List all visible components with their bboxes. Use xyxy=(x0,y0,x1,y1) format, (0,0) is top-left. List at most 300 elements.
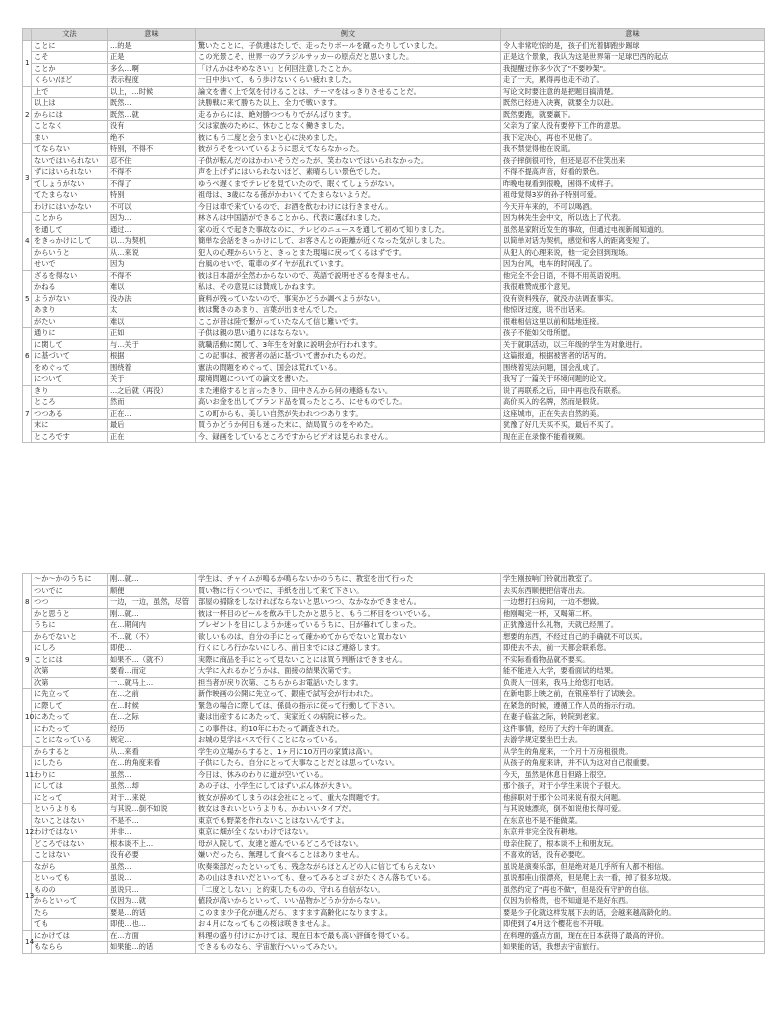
translation-cell: 关于就职活动，以三年级的学生为对象进行。 xyxy=(501,339,765,351)
translation-cell: 祖母觉得3岁的孙子特别可爱。 xyxy=(501,190,765,202)
grammar-cell: 次第 xyxy=(32,666,108,678)
group-number: 6 xyxy=(23,328,32,386)
grammar-cell: ながら xyxy=(32,861,108,873)
translation-cell: 想要的东西，不经过自己的手确就不可以买。 xyxy=(501,631,765,643)
meaning-cell: 对于…来说 xyxy=(108,792,196,804)
translation-cell: 东京并非完全没有耕地。 xyxy=(501,827,765,839)
example-cell: 嫌いだったら、無理して食べることはありません。 xyxy=(196,850,501,862)
grammar-cell: てしょうがない xyxy=(32,178,108,190)
table-row xyxy=(23,201,765,213)
meaning-cell: 虽然… xyxy=(108,861,196,873)
example-cell: 彼は日本語が全然わからないので、英語で説明せざるを得ません。 xyxy=(196,270,501,282)
translation-cell: 他完全不会日语，不得不用英语说明。 xyxy=(501,270,765,282)
table-row xyxy=(23,224,765,236)
example-cell: 今日は、休みのわりに道が空いている。 xyxy=(196,769,501,781)
translation-cell: 昨晚电视看到很晚，困得不成样子。 xyxy=(501,178,765,190)
translation-cell: 仅因为价格贵，也不知道是不是好东西。 xyxy=(501,896,765,908)
meaning-cell: 虽说… xyxy=(108,873,196,885)
table-header-row xyxy=(23,29,765,41)
group-number: 3 xyxy=(23,144,32,213)
grammar-cell: ～か～かのうちに xyxy=(32,574,108,586)
grammar-cell: てたまらない xyxy=(32,190,108,202)
grammar-cell: にわたって xyxy=(32,723,108,735)
table-row xyxy=(23,689,765,701)
meaning-cell: 虽说只… xyxy=(108,884,196,896)
meaning-cell: 正在 xyxy=(108,431,196,443)
example-cell: 妻は出産するにあたって、実家近くの病院に移った。 xyxy=(196,712,501,724)
grammar-cell: 次第 xyxy=(32,677,108,689)
grammar-cell: ても xyxy=(32,919,108,931)
table-row xyxy=(23,282,765,294)
example-cell: 東京に畑が全くないわけではない。 xyxy=(196,827,501,839)
grammar-cell: たら xyxy=(32,907,108,919)
meaning-cell: 然而 xyxy=(108,397,196,409)
table-row xyxy=(23,236,765,248)
meaning-cell: 从…来看 xyxy=(108,746,196,758)
meaning-cell: 关于 xyxy=(108,374,196,386)
column-header: 文法 xyxy=(32,29,108,41)
grammar-cell: ことに xyxy=(32,40,108,52)
meaning-cell: 表示程度 xyxy=(108,75,196,87)
table-row xyxy=(23,40,765,52)
meaning-cell: 正是 xyxy=(108,52,196,64)
table-row xyxy=(23,723,765,735)
table-row xyxy=(23,155,765,167)
meaning-cell: 以…为契机 xyxy=(108,236,196,248)
grammar-cell: に先立って xyxy=(32,689,108,701)
example-cell: できるものなら、宇宙旅行へいってみたい。 xyxy=(196,942,501,954)
example-cell: 走るからには、絶対勝つつもりでがんばります。 xyxy=(196,109,501,121)
table-row xyxy=(23,420,765,432)
example-cell: 簡単な会話をきっかけにして、お客さんとの距離が近くなった気がしました。 xyxy=(196,236,501,248)
grammar-cell: 上で xyxy=(32,86,108,98)
translation-cell: 以简单对话为契机，感觉和客人的距离变短了。 xyxy=(501,236,765,248)
table-row xyxy=(23,815,765,827)
translation-cell: 这座城市，正在失去自然的美。 xyxy=(501,408,765,420)
example-cell: 緊急の場合に際しては、係員の指示に従って行動して下さい。 xyxy=(196,700,501,712)
grammar-cell: つつ xyxy=(32,597,108,609)
translation-cell: 即使去不去，前一天都会联系您。 xyxy=(501,643,765,655)
translation-cell: 一边想打扫房间，一边不想做。 xyxy=(501,597,765,609)
table-row xyxy=(23,712,765,724)
example-cell: 値段が高いからといって、いい品物かどうか分からない。 xyxy=(196,896,501,908)
meaning-cell: 在…之前 xyxy=(108,689,196,701)
table-row xyxy=(23,63,765,75)
table-row xyxy=(23,827,765,839)
translation-cell: 从孩子的角度来讲，并不认为这对自己很重要。 xyxy=(501,758,765,770)
meaning-cell: 以上，…时候 xyxy=(108,86,196,98)
meaning-cell: 如果能…的话 xyxy=(108,942,196,954)
translation-cell: 很难相信这里以前和陆地连接。 xyxy=(501,316,765,328)
grammar-cell: からすると xyxy=(32,746,108,758)
example-cell: 「二度としない」と約束したものの、守れる自信がない。 xyxy=(196,884,501,896)
meaning-cell: 要是…的话 xyxy=(108,907,196,919)
table-row xyxy=(23,574,765,586)
grammar-cell: といっても xyxy=(32,873,108,885)
meaning-cell: 如果不…（就不） xyxy=(108,654,196,666)
meaning-cell: 围绕着 xyxy=(108,362,196,374)
table-row xyxy=(23,884,765,896)
group-number: 14 xyxy=(23,930,32,953)
table-row xyxy=(23,121,765,133)
translation-cell: 这篇报道，根据被害者的话写的。 xyxy=(501,351,765,363)
translation-cell: 虽说是演奏乐部，但是绝对是几乎所有人都不相信。 xyxy=(501,861,765,873)
table-row xyxy=(23,213,765,225)
grammar-cell: ついでに xyxy=(32,585,108,597)
translation-cell: 因为台风，电车的时间乱了。 xyxy=(501,259,765,271)
grammar-cell: にしろ xyxy=(32,643,108,655)
grammar-cell: わけにはいかない xyxy=(32,201,108,213)
meaning-cell: 不可以 xyxy=(108,201,196,213)
meaning-cell: 正如 xyxy=(108,328,196,340)
table-row xyxy=(23,769,765,781)
meaning-cell: 不得了 xyxy=(108,178,196,190)
example-cell: 彼がうそをついているように思えてならなかった。 xyxy=(196,144,501,156)
meaning-cell: 多么…啊 xyxy=(108,63,196,75)
column-header: 意味 xyxy=(108,29,196,41)
meaning-cell: 绝不 xyxy=(108,132,196,144)
translation-cell: 那个孩子，对于小学生来说个子很大。 xyxy=(501,781,765,793)
translation-cell: 负责人一回来，我马上给您打电话。 xyxy=(501,677,765,689)
table-row xyxy=(23,781,765,793)
grammar-cell: ないではいられない xyxy=(32,155,108,167)
table-row xyxy=(23,735,765,747)
example-cell: この記事は、被害者の話に基づいて書かれたものだ。 xyxy=(196,351,501,363)
table-row xyxy=(23,850,765,862)
example-cell: 資料が残っていないので、事実かどうか調べようがない。 xyxy=(196,293,501,305)
meaning-cell: 通过… xyxy=(108,224,196,236)
table-row xyxy=(23,247,765,259)
column-header: 例文 xyxy=(196,29,501,41)
meaning-cell: 一…就马上… xyxy=(108,677,196,689)
example-cell: このまま少子化が進んだら、ますます高齢化になりますよ。 xyxy=(196,907,501,919)
example-cell: 担当者が戻り次第、こちらからお電話いたします。 xyxy=(196,677,501,689)
translation-cell: 父亲为了家人没有要停下工作的意思。 xyxy=(501,121,765,133)
grammar-cell: にあたって xyxy=(32,712,108,724)
grammar-cell: に際して xyxy=(32,700,108,712)
meaning-cell: 不得不 xyxy=(108,167,196,179)
group-number: 7 xyxy=(23,385,32,443)
table-row xyxy=(23,397,765,409)
meaning-cell: 在…方面 xyxy=(108,930,196,942)
meaning-cell: 因为… xyxy=(108,213,196,225)
table-row xyxy=(23,190,765,202)
translation-cell: 去游学规定要坐巴士去。 xyxy=(501,735,765,747)
translation-cell: 写论文时要注意的是把题目搞清楚。 xyxy=(501,86,765,98)
group-number: 4 xyxy=(23,213,32,271)
grammar-cell: ものの xyxy=(32,884,108,896)
example-cell: 今日は車で来ているので、お酒を飲むわけには行きません。 xyxy=(196,201,501,213)
example-cell: 買うかどうか何日も迷った末に、結局買うのをやめた。 xyxy=(196,420,501,432)
table-row xyxy=(23,144,765,156)
grammar-cell: ずにはいられない xyxy=(32,167,108,179)
translation-cell: 正是这个景象，我认为这是世界第一足球巴西的起点 xyxy=(501,52,765,64)
grammar-cell: せいで xyxy=(32,259,108,271)
example-cell: 驚いたことに、子供達はたしで、走ったりボールを蹴ったりしていました。 xyxy=(196,40,501,52)
example-cell: あの子は、小学生にしてはずいぶん体が大きい。 xyxy=(196,781,501,793)
group-number: 1 xyxy=(23,40,32,86)
meaning-cell: 顺便 xyxy=(108,585,196,597)
meaning-cell: 既然…就 xyxy=(108,109,196,121)
example-cell: プレゼントを目にしようか迷っているうちに、日が暮れてしまった。 xyxy=(196,620,501,632)
example-cell: 祖母は、3歳になる孫がかわいくてたまらないようだ。 xyxy=(196,190,501,202)
translation-cell: 这件事情，经历了大约十年的调查。 xyxy=(501,723,765,735)
grammar-cell: こそ xyxy=(32,52,108,64)
grammar-cell: ようがない xyxy=(32,293,108,305)
table-row xyxy=(23,293,765,305)
table-row xyxy=(23,270,765,282)
translation-cell: 今天开车来的，不可以喝酒。 xyxy=(501,201,765,213)
translation-cell: 正犹豫送什么礼物，天就已经黑了。 xyxy=(501,620,765,632)
meaning-cell: 没办法 xyxy=(108,293,196,305)
example-cell: あの山はきれいだといっても、登ってみるとゴミがたくさん落ちている。 xyxy=(196,873,501,885)
translation-cell: 犹豫了好几天买不买，最后不买了。 xyxy=(501,420,765,432)
table-1 xyxy=(22,28,765,443)
grammar-table-2 xyxy=(22,573,764,954)
table-row xyxy=(23,86,765,98)
example-cell: 環境問題についての論文を書いた。 xyxy=(196,374,501,386)
table-row xyxy=(23,700,765,712)
translation-cell: 围绕着宪法问题，国会乱成了。 xyxy=(501,362,765,374)
translation-cell: 从犯人的心理来说，他一定会回到现场。 xyxy=(501,247,765,259)
table-row xyxy=(23,804,765,816)
meaning-cell: 即使… xyxy=(108,643,196,655)
grammar-cell: まい xyxy=(32,132,108,144)
translation-cell: 没有资料残存，就没办法调查事实。 xyxy=(501,293,765,305)
example-cell: 高いお金を出してブランド品を買ったところ、にせものでした。 xyxy=(196,397,501,409)
table-row xyxy=(23,585,765,597)
example-cell: 林さんは中国語ができることから、代表に選ばれました。 xyxy=(196,213,501,225)
grammar-cell: というよりも xyxy=(32,804,108,816)
table-row xyxy=(23,792,765,804)
meaning-cell: 即使…也… xyxy=(108,919,196,931)
table-row xyxy=(23,758,765,770)
grammar-cell: ことから xyxy=(32,213,108,225)
grammar-cell: かと思うと xyxy=(32,608,108,620)
translation-cell: 要是少子化就这样发展下去的话，会越来越高龄化的。 xyxy=(501,907,765,919)
translation-cell: 既然已经进入决赛，就要全力以赴。 xyxy=(501,98,765,110)
grammar-cell: がたい xyxy=(32,316,108,328)
translation-cell: 我不禁觉得他在说谎。 xyxy=(501,144,765,156)
example-cell: 論文を書く上で気を付けることは、テーマをはっきりさせることだ。 xyxy=(196,86,501,98)
example-cell: 母が入院して、友達と遊んでいるどころではない。 xyxy=(196,838,501,850)
table-row xyxy=(23,861,765,873)
meaning-cell: 没有 xyxy=(108,121,196,133)
grammar-cell: をめぐって xyxy=(32,362,108,374)
meaning-cell: 既然… xyxy=(108,98,196,110)
table-row xyxy=(23,677,765,689)
grammar-cell: ことには xyxy=(32,654,108,666)
example-cell: 彼は驚きのあまり、言葉が出ませんでした。 xyxy=(196,305,501,317)
example-cell: ここが昔は陸で繋がっていたなんて信じ難いです。 xyxy=(196,316,501,328)
table-row xyxy=(23,362,765,374)
grammar-cell: ところ xyxy=(32,397,108,409)
translation-cell: 令人非常吃惊的是，孩子们光着脚跑步踢球 xyxy=(501,40,765,52)
table-row xyxy=(23,838,765,850)
example-cell: 彼女が辞めてしまうのは会社にとって、重大な問題です。 xyxy=(196,792,501,804)
translation-cell: 我很难赞成那个意见。 xyxy=(501,282,765,294)
meaning-cell: 不是不… xyxy=(108,815,196,827)
example-cell: 家の近くで起きた事故なのに、テレビのニュースを通して初めて知りました。 xyxy=(196,224,501,236)
table-row xyxy=(23,339,765,351)
table-row xyxy=(23,374,765,386)
translation-cell: 我下定决心，再也不见他了。 xyxy=(501,132,765,144)
table-row xyxy=(23,896,765,908)
example-cell: 大学に入れるかどうかは、面接の結果次第です。 xyxy=(196,666,501,678)
table-row xyxy=(23,608,765,620)
translation-cell: 不得不提高声音，好看的景色。 xyxy=(501,167,765,179)
group-number: 8 xyxy=(23,574,32,632)
example-cell: 子供が転んだのはかわいそうだったが、笑わないではいられなかった。 xyxy=(196,155,501,167)
example-cell: 私は、その意見には賛成しかねます。 xyxy=(196,282,501,294)
table-row xyxy=(23,385,765,397)
group-number: 2 xyxy=(23,86,32,144)
grammar-cell: ことはない xyxy=(32,850,108,862)
table-row xyxy=(23,259,765,271)
example-cell: 実際に商品を手にとって見ないことには買う判断はできません。 xyxy=(196,654,501,666)
table-row xyxy=(23,98,765,110)
grammar-cell: に基づいて xyxy=(32,351,108,363)
translation-cell: 母亲住院了，根本谈不上和朋友玩。 xyxy=(501,838,765,850)
grammar-cell: について xyxy=(32,374,108,386)
table-row xyxy=(23,178,765,190)
table-2 xyxy=(22,573,765,954)
grammar-table-1 xyxy=(22,28,764,443)
meaning-cell: 在…的角度来看 xyxy=(108,758,196,770)
table-row xyxy=(23,873,765,885)
translation-cell: 在新电影上映之前，在银座举行了试映会。 xyxy=(501,689,765,701)
grammar-cell: ことなく xyxy=(32,121,108,133)
table-row xyxy=(23,942,765,954)
translation-cell: 他辞职对于那个公司来说有很大问题。 xyxy=(501,792,765,804)
table-row xyxy=(23,930,765,942)
grammar-cell: からいうと xyxy=(32,247,108,259)
group-number: 12 xyxy=(23,804,32,862)
translation-cell: 即使到了4月这个樱花也不开哦。 xyxy=(501,919,765,931)
column-header: 意味 xyxy=(501,29,765,41)
example-cell: 欲しいものは、自分の手にとって確かめてからでないと買わない xyxy=(196,631,501,643)
table-row xyxy=(23,907,765,919)
table-row xyxy=(23,631,765,643)
grammar-cell: からでないと xyxy=(32,631,108,643)
table-row xyxy=(23,643,765,655)
table-row xyxy=(23,620,765,632)
meaning-cell: 并非… xyxy=(108,827,196,839)
table-row xyxy=(23,109,765,121)
example-cell: お城の見学はバスで行くことになっている。 xyxy=(196,735,501,747)
grammar-cell: からといって xyxy=(32,896,108,908)
grammar-cell: わりに xyxy=(32,769,108,781)
example-cell: 買い物に行くついでに、手紙を出して来て下さい。 xyxy=(196,585,501,597)
grammar-cell: をきっかけにして xyxy=(32,236,108,248)
translation-cell: 不实际看看物品就不要买。 xyxy=(501,654,765,666)
translation-cell: 在妻子临盆之际，转院到老家。 xyxy=(501,712,765,724)
grammar-cell: を通して xyxy=(32,224,108,236)
grammar-cell: どころではない xyxy=(32,838,108,850)
grammar-cell: もならら xyxy=(32,942,108,954)
grammar-cell: うちに xyxy=(32,620,108,632)
example-cell: 決勝戦に来て勝ちた以上、全力で戦います。 xyxy=(196,98,501,110)
example-cell: 吹奏楽部だったといっても、残念ながらほとんどの人に信じてもらえない xyxy=(196,861,501,873)
table-row xyxy=(23,305,765,317)
meaning-cell: 根据 xyxy=(108,351,196,363)
group-number: 13 xyxy=(23,861,32,930)
table-row xyxy=(23,666,765,678)
meaning-cell: 规定… xyxy=(108,735,196,747)
example-cell: 東京でも野菜を作れないことはないんですよ。 xyxy=(196,815,501,827)
translation-cell: 在料理的盛点方面，现在在日本获得了最高的评价。 xyxy=(501,930,765,942)
grammar-cell: にしたら xyxy=(32,758,108,770)
meaning-cell: 特别 xyxy=(108,190,196,202)
grammar-cell: あまり xyxy=(32,305,108,317)
translation-cell: 虽然是家附近发生的事故，但通过电视新闻知道的。 xyxy=(501,224,765,236)
grammar-cell: ことになっている xyxy=(32,735,108,747)
table-row xyxy=(23,431,765,443)
translation-cell: 高价买入的名牌，然而是假货。 xyxy=(501,397,765,409)
example-cell: 彼は一杯目のビールを飲み干したかと思うと、もう二杯目をついでいる。 xyxy=(196,608,501,620)
meaning-cell: 从…来说 xyxy=(108,247,196,259)
translation-cell: 孩子摔倒很可怜，但还是忍不住笑出来 xyxy=(501,155,765,167)
example-cell: 彼女はきれいというよりも、かわいいタイプだ。 xyxy=(196,804,501,816)
translation-cell: 从学生的角度来，一个月十万房租很贵。 xyxy=(501,746,765,758)
translation-cell: 现在正在录像不能看视频。 xyxy=(501,431,765,443)
translation-cell: 如果能的话，我想去宇宙旅行。 xyxy=(501,942,765,954)
meaning-cell: 根本谈不上… xyxy=(108,838,196,850)
table-row xyxy=(23,75,765,87)
example-cell: 学生は、チャイムが鳴るか鳴らないかのうちに、教室を出て行った xyxy=(196,574,501,586)
grammar-cell: ざるを得ない xyxy=(32,270,108,282)
translation-cell: 走了一天，累得再也走不动了。 xyxy=(501,75,765,87)
meaning-cell: 最后 xyxy=(108,420,196,432)
meaning-cell: 不…就（不） xyxy=(108,631,196,643)
example-cell: ゆうべ遅くまでテレビを見ていたので、眠くてしょうがない。 xyxy=(196,178,501,190)
example-cell: 声を上げずにはいられないほど、素晴らしい景色でした。 xyxy=(196,167,501,179)
example-cell: 学生の立場からすると、1ヶ月に10万円の家賃は高い。 xyxy=(196,746,501,758)
translation-cell: 不喜欢的话，没有必要吃。 xyxy=(501,850,765,862)
translation-cell: 我提醒过你多少次了"不要吵架"。 xyxy=(501,63,765,75)
group-number: 9 xyxy=(23,631,32,689)
example-cell: 料理の盛り付けにかけては、現在日本で最も高い評価を得ている。 xyxy=(196,930,501,942)
table-row xyxy=(23,328,765,340)
translation-cell: 我写了一篇关于环境问题的论文。 xyxy=(501,374,765,386)
grammar-cell: くらい/ほど xyxy=(32,75,108,87)
meaning-cell: 难以 xyxy=(108,316,196,328)
example-cell: 部屋の掃除をしなければならないと思いつつ、なかなかできません。 xyxy=(196,597,501,609)
example-cell: お４月になってもこの桜は咲きませんよ。 xyxy=(196,919,501,931)
meaning-cell: …之后就（再没） xyxy=(108,385,196,397)
grammar-cell: 末に xyxy=(32,420,108,432)
table-row xyxy=(23,132,765,144)
table-row xyxy=(23,408,765,420)
example-cell: 子供は親の思い通りにはならない。 xyxy=(196,328,501,340)
meaning-cell: 虽然…却 xyxy=(108,781,196,793)
translation-cell: 学生刚按响门铃就出教室了。 xyxy=(501,574,765,586)
group-number: 5 xyxy=(23,270,32,328)
grammar-cell: きり xyxy=(32,385,108,397)
meaning-cell: 刚…就… xyxy=(108,574,196,586)
grammar-cell: 以上は xyxy=(32,98,108,110)
meaning-cell: 不得不 xyxy=(108,270,196,282)
column-header xyxy=(23,29,32,41)
example-cell: 一日中歩いて、もう歩けないくらい疲れました。 xyxy=(196,75,501,87)
example-cell: 憲法の問題をめぐって、国会は荒れている。 xyxy=(196,362,501,374)
table-row xyxy=(23,654,765,666)
grammar-cell: に関して xyxy=(32,339,108,351)
translation-cell: 因为林先生会中文，所以选上了代表。 xyxy=(501,213,765,225)
table-row xyxy=(23,351,765,363)
meaning-cell: 太 xyxy=(108,305,196,317)
grammar-cell: わけではない xyxy=(32,827,108,839)
